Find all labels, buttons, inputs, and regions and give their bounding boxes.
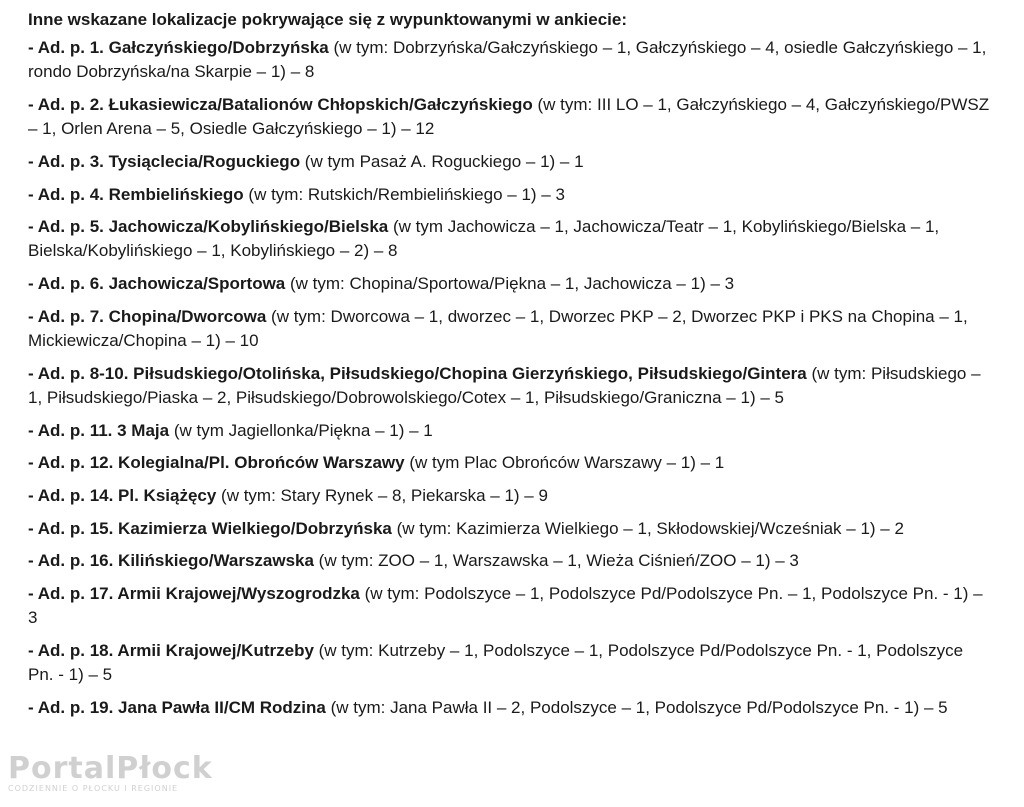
entry-heading: - Ad. p. 3. Tysiąclecia/Roguckiego: [28, 151, 301, 171]
list-item: [28, 451, 993, 475]
entry-heading: - Ad. p. 16. Kilińskiego/Warszawska: [28, 551, 314, 571]
entry-detail: (w tym Pasaż A. Roguckiego – 1) – 1: [300, 151, 584, 171]
list-item: [28, 93, 993, 141]
list-item: [28, 696, 993, 720]
list-item: [28, 150, 993, 174]
entry-detail: (w tym Jachowicza – 1, Jachowicza/Teatr – 1, Kobylińskiego/Bielska – 1, Bielska/Kobylińskiego – 1, Kobylińskiego – 2) – 8: [28, 217, 940, 261]
entry-heading: - Ad. p. 19. Jana Pawła II/CM Rodzina: [28, 697, 326, 717]
entry-detail: (w tym Jagiellonka/Piękna – 1) – 1: [169, 420, 433, 440]
entry-detail: (w tym Plac Obrońców Warszawy – 1) – 1: [404, 453, 725, 473]
entry-detail: (w tym: III LO – 1, Gałczyńskiego – 4, Gałczyńskiego/PWSZ – 1, Orlen Arena – 5, Osiedle Gałczyńskiego – 1) – 12: [28, 94, 990, 139]
entry-detail: (w tym: ZOO – 1, Warszawska – 1, Wieża Ciśnień/ZOO – 1) – 3: [313, 551, 799, 571]
list-item: [28, 272, 993, 296]
entry-heading: - Ad. p. 15. Kazimierza Wielkiego/Dobrzyńska: [28, 518, 392, 538]
entry-heading: - Ad. p. 8-10. Piłsudskiego/Otolińska, Piłsudskiego/Chopina Gierzyńskiego, Piłsudskiego/Gintera: [28, 363, 807, 383]
document: [28, 8, 993, 729]
list-item: [28, 639, 993, 687]
watermark-title: PortalPłock: [8, 751, 213, 786]
list-item: [28, 215, 993, 263]
list-item: [28, 419, 993, 443]
entry-detail: (w tym: Dworcowa – 1, dworzec – 1, Dworzec PKP – 2, Dworzec PKP i PKS na Chopina – 1, Mickiewicza/Chopina – 1) – 10: [28, 306, 968, 351]
entry-detail: (w tym: Piłsudskiego – 1, Piłsudskiego/Piaska – 2, Piłsudskiego/Dobrowolskiego/Cotex – 1, Piłsudskiego/Graniczna – 1) – 5: [28, 363, 981, 407]
entry-heading: - Ad. p. 1. Gałczyńskiego/Dobrzyńska: [28, 38, 329, 57]
list-item: [28, 362, 993, 410]
entry-detail: (w tym: Kazimierza Wielkiego – 1, Skłodowskiej/Wcześniak – 1) – 2: [391, 518, 904, 538]
entry-detail: (w tym: Chopina/Sportowa/Piękna – 1, Jachowicza – 1) – 3: [285, 274, 735, 294]
list-item: [28, 549, 993, 573]
entry-heading: - Ad. p. 7. Chopina/Dworcowa: [28, 306, 267, 326]
entry-detail: (w tym: Kutrzeby – 1, Podolszyce – 1, Podolszyce Pd/Podolszyce Pn. - 1, Podolszyce Pn. - 1) – 5: [28, 641, 964, 685]
list-item: [28, 517, 993, 541]
list-item: [28, 484, 993, 508]
entry-detail: (w tym: Podolszyce – 1, Podolszyce Pd/Podolszyce Pn. – 1, Podolszyce Pn. - 1) – 3: [28, 584, 983, 628]
entry-heading: - Ad. p. 11. 3 Maja: [28, 420, 170, 440]
entry-detail: (w tym: Stary Rynek – 8, Piekarska – 1) – 9: [216, 486, 548, 506]
entry-heading: - Ad. p. 17. Armii Krajowej/Wyszogrodzka: [28, 584, 360, 604]
entry-heading: - Ad. p. 12. Kolegialna/Pl. Obrońców Warszawy: [28, 453, 405, 473]
list-item: [28, 305, 993, 353]
entry-heading: - Ad. p. 2. Łukasiewicza/Batalionów Chłopskich/Gałczyńskiego: [28, 94, 533, 114]
list-item: [28, 183, 993, 207]
entry-heading: - Ad. p. 18. Armii Krajowej/Kutrzeby: [28, 641, 314, 661]
entry-detail: (w tym: Dobrzyńska/Gałczyńskiego – 1, Gałczyńskiego – 4, osiedle Gałczyńskiego – 1, rondo Dobrzyńska/na Skarpie – 1) – 8: [28, 38, 987, 82]
entry-heading: - Ad. p. 4. Rembielińskiego: [28, 184, 244, 204]
list-item: [28, 36, 993, 84]
portal-watermark-logo: [8, 752, 213, 793]
entry-heading: - Ad. p. 5. Jachowicza/Kobylińskiego/Bielska: [28, 217, 389, 237]
list-item: [28, 582, 993, 630]
document-title: Inne wskazane lokalizacje pokrywające się z wypunktowanymi w ankiecie:: [28, 10, 628, 29]
entry-detail: (w tym: Jana Pawła II – 2, Podolszyce – 1, Podolszyce Pd/Podolszyce Pn. - 1) – 5: [325, 697, 948, 717]
watermark-tagline: CODZIENNIE O PŁOCKU I REGIONIE: [8, 784, 179, 793]
entry-heading: - Ad. p. 14. Pl. Książęcy: [28, 486, 217, 506]
entry-detail: (w tym: Rutskich/Rembielińskiego – 1) – 3: [243, 184, 565, 204]
entry-heading: - Ad. p. 6. Jachowicza/Sportowa: [28, 274, 286, 294]
